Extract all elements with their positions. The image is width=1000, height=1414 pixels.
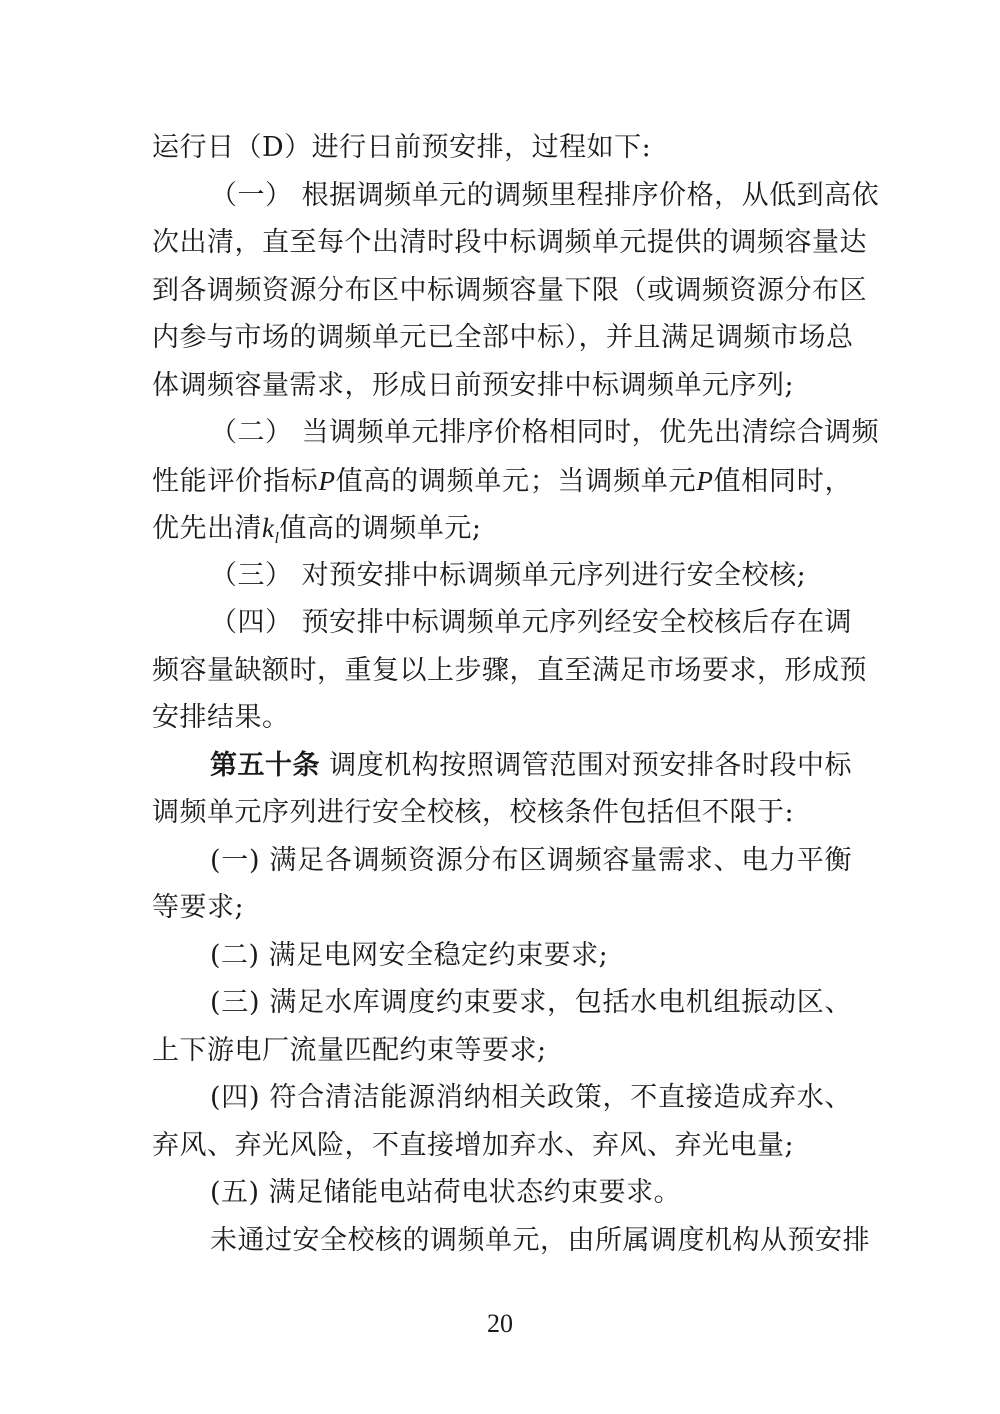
- text-line: (三) 满足水库调度约束要求，包括水电机组振动区、: [210, 987, 852, 1018]
- page-number: 20: [487, 1309, 513, 1338]
- text-line: 未通过安全校核的调频单元，由所属调度机构从预安排: [210, 1225, 870, 1256]
- text-line: (二) 满足电网安全稳定约束要求;: [210, 940, 609, 971]
- text-line: 体调频容量需求，形成日前预安排中标调频单元序列;: [152, 370, 795, 401]
- text-line: （三） 对预安排中标调频单元序列进行安全校核;: [210, 560, 807, 591]
- article-number: 第五十条: [210, 750, 321, 781]
- text-line: (四) 符合清洁能源消纳相关政策，不直接造成弃水、: [210, 1082, 852, 1113]
- text-line: 安排结果。: [152, 702, 290, 733]
- variable-p: P: [318, 466, 336, 496]
- article-heading-line: 第五十条 调度机构按照调管范围对预安排各时段中标: [210, 750, 853, 781]
- text-line: (五) 满足储能电站荷电状态约束要求。: [210, 1177, 682, 1208]
- text-line: 到各调频资源分布区中标调频容量下限（或调频资源分布区: [152, 275, 867, 306]
- variable-k: $k_l$: [262, 513, 280, 547]
- text-line: 频容量缺额时，重复以上步骤，直至满足市场要求，形成预: [152, 655, 867, 686]
- variable-p: P: [696, 466, 714, 496]
- text-line: 次出清，直至每个出清时段中标调频单元提供的调频容量达: [152, 227, 867, 258]
- text-line: （一） 根据调频单元的调频里程排序价格，从低到高依: [210, 180, 880, 211]
- text-line: 调频单元序列进行安全校核，校核条件包括但不限于:: [152, 797, 795, 828]
- text-line: 运行日（D）进行日前预安排，过程如下:: [152, 132, 652, 163]
- text-line: 弃风、弃光风险，不直接增加弃水、弃风、弃光电量;: [152, 1130, 795, 1161]
- text-line: 性能评价指标P值高的调频单元；当调频单元P值相同时，: [152, 466, 853, 497]
- text-line: 内参与市场的调频单元已全部中标），并且满足调频市场总: [152, 322, 854, 353]
- text-line: （二） 当调频单元排序价格相同时，优先出清综合调频: [210, 417, 880, 448]
- text-line: 优先出清$k_l$值高的调频单元;: [152, 513, 482, 547]
- text-line: 等要求;: [152, 892, 245, 923]
- text-line: 上下游电厂流量匹配约束等要求;: [152, 1035, 547, 1066]
- text-line: (一) 满足各调频资源分布区调频容量需求、电力平衡: [210, 845, 852, 876]
- text-line: （四） 预安排中标调频单元序列经安全校核后存在调: [210, 607, 852, 638]
